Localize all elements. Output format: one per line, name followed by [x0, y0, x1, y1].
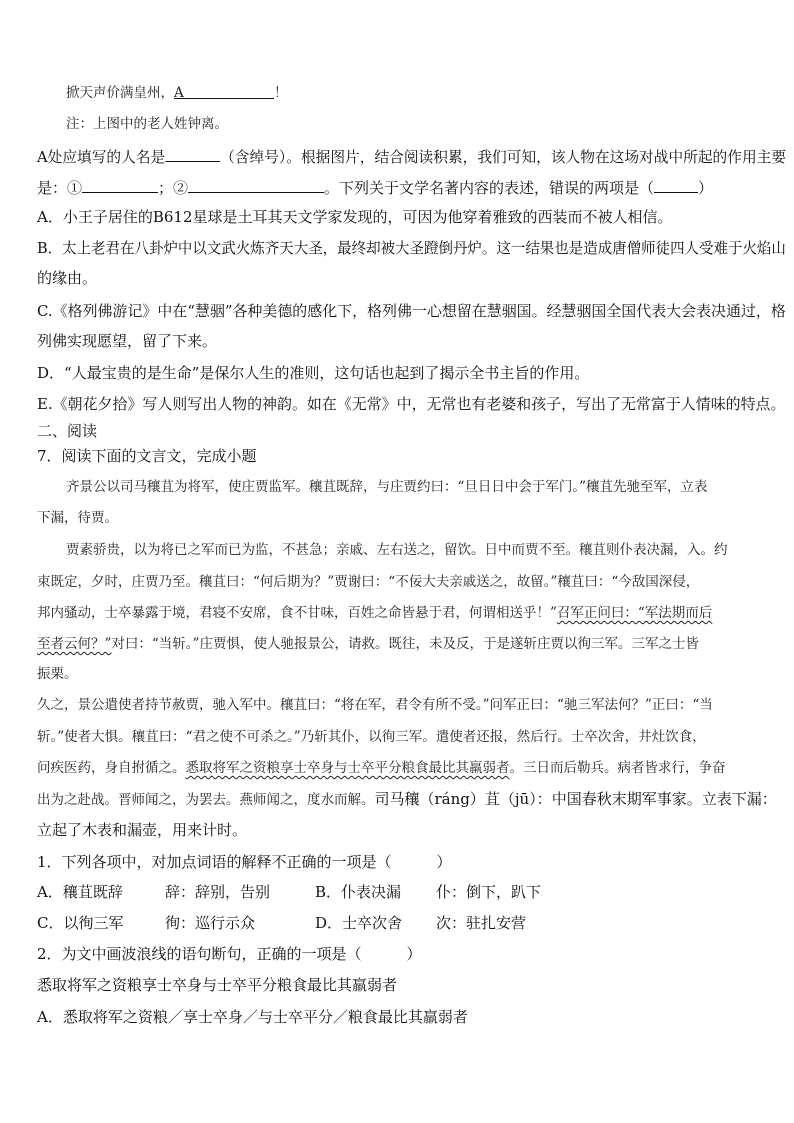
q6-line-2: 是：① ；② 。下列关于文学名著内容的表述，错误的两项是（ ）: [37, 179, 714, 197]
answer-blank-role-1[interactable]: [82, 177, 158, 193]
subq1-option-a[interactable]: A．穰苴既辞: [37, 883, 123, 901]
wavy-underlined-text: 召军正问曰：“军法期而后: [556, 605, 713, 621]
q6-option-d: D．“人最宝贵的是生命”是保尔人生的准则，这句话也起到了揭示全书主旨的作用。: [37, 364, 590, 382]
subq1-option-d[interactable]: D．士卒次舍: [315, 914, 403, 932]
subq2-sentence: 悉取将军之资粮享士卒身与士卒平分粮食最比其羸弱者: [37, 976, 398, 994]
q7-title: 7．阅读下面的文言文，完成小题: [37, 447, 257, 465]
passage-p2-line-1: 贾素骄贵，以为将已之军而已为监，不甚急；亲戚、左右送之，留饮。日中而贾不至。穰苴则仆表决漏，入。约: [66, 542, 728, 558]
answer-blank-a[interactable]: A: [174, 83, 274, 99]
subq2-option-a[interactable]: A．悉取将军之资粮／享士卒身／与士卒平分／粮食最比其羸弱者: [37, 1008, 468, 1026]
poem-note: 注：上图中的老人姓钟离。: [66, 116, 228, 132]
answer-blank-name[interactable]: [165, 146, 220, 162]
subq1-option-c[interactable]: C．以徇三军: [37, 914, 124, 932]
passage-p3-line-4: 出为之赴战。晋师闻之，为罢去。燕师闻之，度水而解。司马穰（ráng）苴（jū）：中国春秋末期军事家。立表下漏：: [37, 790, 777, 808]
passage-p3-line-2: 斩。”使者大惧。穰苴曰：“君之使不可杀之。”乃斩其仆，以徇三军。遣使者还报，然后行。士卒次舍，井灶饮食，: [37, 729, 706, 745]
passage-p2-line-5: 振栗。: [37, 666, 78, 682]
passage-p2-line-2: 束既定，夕时，庄贾乃至。穰苴曰：“何后期为？”贾谢曰：“不佞大夫亲戚送之，故留。”穰苴曰：“今敌国深侵，: [37, 574, 700, 590]
q6-option-c-line-1: C.《格列佛游记》中在“慧骃”各种美德的感化下，格列佛一心想留在慧骃国。经慧骃国全国代表大会表决通过，格: [37, 302, 786, 320]
subq1-option-d-explanation: 次：驻扎安营: [436, 914, 527, 932]
passage-p2-line-3: 邦内骚动，士卒暴露于境，君寝不安席，食不甘味，百姓之命皆悬于君，何谓相送乎！”召军正问曰：“军法期而后: [37, 605, 713, 621]
passage-p3-line-3: 问疾医药，身自拊循之。悉取将军之资粮享士卒身与士卒平分粮食最比其羸弱者。三日而后勒兵。病者皆求行，争奋: [37, 760, 726, 776]
wavy-underlined-sentence: 悉取将军之资粮享士卒身与士卒平分粮食最比其羸弱者: [185, 760, 510, 776]
q6-option-b-line-1: B．太上老君在八卦炉中以文武火炼齐天大圣，最终却被大圣蹬倒丹炉。这一结果也是造成唐僧师徒四人受难于火焰山: [37, 239, 786, 257]
subq1-option-c-explanation: 徇：巡行示众: [165, 914, 256, 932]
answer-blank-choice[interactable]: [654, 177, 698, 193]
subq1-option-a-explanation: 辞：辞别，告别: [165, 883, 271, 901]
q6-option-a: A．小王子居住的B612星球是土耳其天文学家发现的，可因为他穿着雅致的西装而不被人相信。: [37, 208, 673, 226]
passage-p1-line-2: 下漏，待贾。: [37, 510, 118, 526]
section-title: 二、阅读: [37, 422, 98, 440]
subq1-option-b[interactable]: B．仆表决漏: [315, 883, 402, 901]
answer-blank-role-2[interactable]: [188, 177, 324, 193]
passage-p3-line-1: 久之，景公遣使者持节赦贾，驰入军中。穰苴曰：“将在军，君令有所不受。”问军正曰：“驰三军法何？”正曰：“当: [37, 697, 713, 713]
q6-option-c-line-2: 列佛实现愿望，留了下来。: [37, 332, 218, 350]
passage-note: 立起了木表和漏壶，用来计时。: [37, 821, 248, 839]
q6-option-b-line-2: 的缘由。: [37, 269, 98, 287]
poem-line: 掀天声价满皇州，A ！: [66, 85, 288, 101]
subq1-stem: 1．下列各项中，对加点词语的解释不正确的一项是（ ）: [37, 853, 452, 871]
subq2-stem: 2．为文中画波浪线的语句断句，正确的一项是（ ）: [37, 945, 422, 963]
subq1-option-b-explanation: 仆：倒下，趴下: [436, 883, 542, 901]
passage-p1-line-1: 齐景公以司马穰苴为将军，使庄贾监军。穰苴既辞，与庄贾约曰：“旦日日中会于军门。”穰苴先驰至军，立表: [66, 479, 708, 495]
passage-p2-line-4: 至者云何？”对曰：“当斩。”庄贾惧，使人驰报景公，请救。既往，未及反，于是遂斩庄贾以徇三军。三军之士皆: [37, 636, 699, 652]
q6-line-1: A处应填写的人名是 （含绰号）。根据图片，结合阅读积累，我们可知，该人物在这场对战中所起的作用主要: [37, 148, 787, 166]
q6-option-e: E.《朝花夕拾》写人则写出人物的神韵。如在《无常》中，无常也有老婆和孩子，写出了无常富于人情味的特点。: [37, 395, 786, 413]
wavy-underlined-text: 至者云何？”: [37, 636, 112, 652]
